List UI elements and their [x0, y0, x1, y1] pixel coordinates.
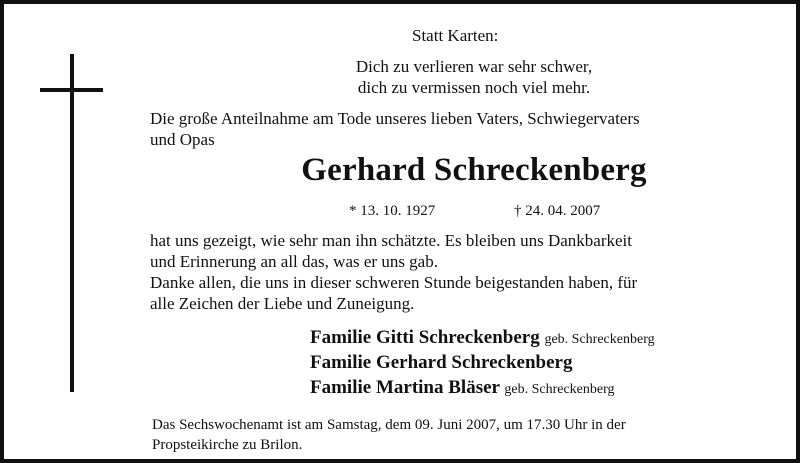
family-name: Familie Gerhard Schreckenberg [310, 352, 573, 373]
footer-line-2: Propsteikirche zu Brilon. [152, 437, 303, 453]
thanks-line-3: Danke allen, die uns in dieser schweren Stunde beigestanden haben, für [150, 273, 638, 292]
intro-line-1: Die große Anteilnahme am Tode unseres lieben Vaters, Schwiegervaters [150, 109, 640, 128]
birth-date: * 13. 10. 1927 [349, 203, 436, 219]
thanks-line-4: alle Zeichen der Liebe und Zuneigung. [150, 294, 415, 313]
poem-line-1: Dich zu verlieren war sehr schwer, [355, 57, 593, 76]
cross-horizontal-bar [40, 88, 103, 92]
family-name: Familie Gitti Schreckenberg [310, 327, 540, 348]
family-maiden-note: geb. Schreckenberg [504, 382, 615, 397]
thanks-line-2: und Erinnerung an all das, was er uns gab. [150, 252, 438, 271]
death-date: † 24. 04. 2007 [514, 203, 601, 219]
family-maiden-note: geb. Schreckenberg [544, 332, 655, 347]
deceased-name: Gerhard Schreckenberg [301, 152, 647, 188]
family-line-2 [310, 352, 572, 374]
header-label: Statt Karten: [412, 26, 499, 45]
family-line-1 [310, 327, 655, 349]
thanks-line-1: hat uns gezeigt, wie sehr man ihn schätzte. Es bleiben uns Dankbarkeit [150, 231, 632, 250]
cross-vertical-bar [70, 54, 74, 392]
family-name: Familie Martina Bläser [310, 377, 500, 398]
footer-line-1: Das Sechswochenamt ist am Samstag, dem 09. Juni 2007, um 17.30 Uhr in der [152, 417, 626, 433]
family-line-3 [310, 377, 615, 399]
intro-line-2: und Opas [150, 130, 215, 149]
poem-line-2: dich zu vermissen noch viel mehr. [357, 78, 591, 97]
